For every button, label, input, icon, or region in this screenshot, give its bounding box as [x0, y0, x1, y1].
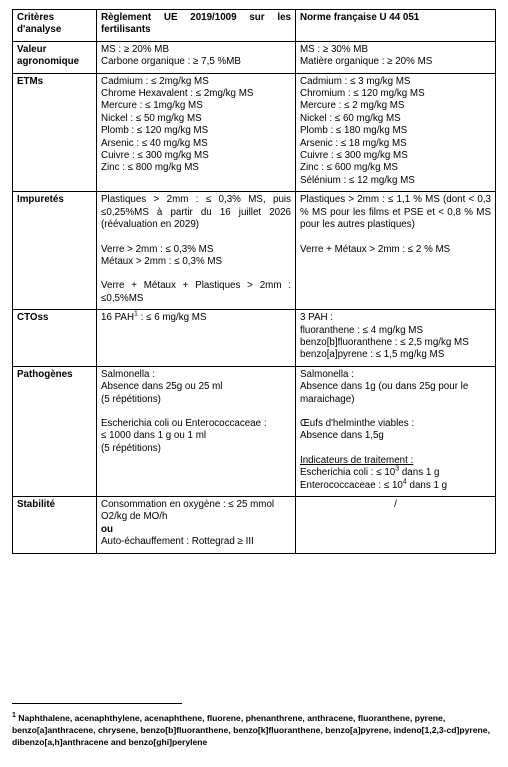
cell-line: Matière organique : ≥ 20% MS — [300, 56, 433, 68]
cell-line: Cuivre : ≤ 300 mg/kg MS — [101, 150, 209, 162]
cell-line: benzo[a]pyrene : ≤ 1,5 mg/kg MS — [300, 349, 445, 361]
cell-block — [101, 76, 291, 175]
indicators-title: Indicateurs de traitement : — [300, 454, 414, 466]
fr-cell — [296, 73, 496, 192]
treatment-indicators — [300, 455, 491, 492]
cell-block — [300, 369, 491, 406]
cell-block — [101, 280, 291, 305]
footnote-marker: 1 — [12, 712, 16, 720]
footnote — [12, 712, 495, 749]
cell-line: Zinc : ≤ 800 mg/kg MS — [101, 162, 199, 174]
cell-line: Chrome Hexavalent : ≤ 2mg/kg MS — [101, 88, 254, 100]
cell-line: Zinc : ≤ 600 mg/kg MS — [300, 162, 398, 174]
header-french-standard: Norme française U 44 051 — [296, 10, 496, 42]
eu-cell — [97, 192, 296, 310]
table-row — [13, 310, 496, 367]
cell-block — [300, 312, 491, 362]
fr-pathogen-blocks — [300, 369, 491, 443]
self-heating: Auto-échauffement : Rottegrad ≥ III — [101, 536, 254, 548]
eu-cell — [97, 73, 296, 192]
criterion-cell: Pathogènes — [13, 366, 97, 496]
cell-line: Mercure : ≤ 1mg/kg MS — [101, 100, 203, 112]
cell-line: Nickel : ≤ 50 mg/kg MS — [101, 112, 202, 124]
cell-block — [101, 44, 291, 69]
cell-block — [300, 44, 491, 69]
or-label: ou — [101, 523, 113, 535]
table-row — [13, 192, 496, 310]
cell-line: Mercure : ≤ 2 mg/kg MS — [300, 100, 405, 112]
cell-line: Escherichia coli ou Enterococcaceae : — [101, 417, 267, 429]
cell-line: Plomb : ≤ 120 mg/kg MS — [101, 125, 209, 137]
cell-line: 3 PAH : — [300, 312, 334, 324]
cell-block — [300, 244, 491, 256]
cell-line: Arsenic : ≤ 18 mg/kg MS — [300, 137, 407, 149]
pah-limit: : ≤ 6 mg/kg MS — [137, 312, 207, 324]
footnote-ref: 1 — [134, 310, 138, 318]
cell-line: Absence dans 1,5g — [300, 430, 384, 442]
pah-count: 16 PAH — [101, 312, 135, 324]
cell-block — [101, 369, 291, 406]
cell-line: Plomb : ≤ 180 mg/kg MS — [300, 125, 408, 137]
cell-line: MS : ≥ 20% MB — [101, 43, 169, 55]
cell-block — [101, 244, 291, 269]
cell-block — [101, 194, 291, 231]
table-row — [13, 41, 496, 73]
cell-line: MS : ≥ 30% MB — [300, 43, 368, 55]
cell-line: Verre + Métaux > 2mm : ≤ 2 % MS — [300, 243, 451, 255]
footnote-text: Naphthalene, acenaphthylene, acenaphthene, fluorene, phenanthrene, anthracene, fluoranthene, pyrene, benzo[a]anthracene, chrysene, benzo[b]fluoranthene, benzo[k]fluoranthene, benzo[a]pyrene, indeno[1,2,3-cd]pyrene, dibenzo[a,h]anthracene and benzo[ghi]perylene — [12, 713, 490, 748]
fr-cell — [296, 192, 496, 310]
oxygen-consumption: Consommation en oxygène : ≤ 25 mmol O2/kg de MO/h — [101, 499, 275, 523]
table-row — [13, 73, 496, 192]
cell-block — [101, 418, 291, 455]
cell-line: Absence dans 1g (ou dans 25g pour le maraichage) — [300, 381, 469, 405]
criterion-cell: Valeur agronomique — [13, 41, 97, 73]
table-header-row — [13, 10, 496, 42]
eu-cell — [97, 41, 296, 73]
cell-line: Arsenic : ≤ 40 mg/kg MS — [101, 137, 208, 149]
eu-cell — [97, 366, 296, 496]
cell-block — [300, 418, 491, 443]
eu-cell — [97, 310, 296, 367]
table-row — [13, 497, 496, 554]
header-eu-regulation: Règlement UE 2019/1009 sur les fertilisants — [97, 10, 296, 42]
cell-line: Plastiques > 2mm : ≤ 1,1 % MS (dont < 0,3 % MS pour les films et PSE et < 0,8 % MS pour les autres plastiques) — [300, 194, 491, 231]
cell-line: Verre + Métaux + Plastiques > 2mm : ≤0,5%MS — [101, 280, 291, 304]
fr-cell — [296, 366, 496, 496]
cell-line: Plastiques > 2mm : ≤ 0,3% MS, puis ≤0,25%MS à partir du 16 juillet 2026 (réévaluation en 2029) — [101, 194, 291, 231]
eu-cell — [97, 497, 296, 554]
regulation-comparison-table — [12, 9, 496, 554]
criterion-cell: CTOss — [13, 310, 97, 367]
fr-cell — [296, 41, 496, 73]
cell-line: fluoranthene : ≤ 4 mg/kg MS — [300, 324, 424, 336]
cell-line: (5 répétitions) — [101, 393, 161, 405]
fr-cell-empty: / — [296, 497, 496, 554]
ecoli-limit: Escherichia coli : ≤ $10^3$ dans 1 g — [300, 465, 440, 479]
enterococcaceae-limit: Enterococcaceae : ≤ $10^4$ dans 1 g — [300, 478, 448, 491]
criterion-cell: ETMs — [13, 73, 97, 192]
cell-line: (5 répétitions) — [101, 442, 161, 454]
header-criteria: Critères d'analyse — [13, 10, 97, 42]
cell-line: Métaux > 2mm : ≤ 0,3% MS — [101, 255, 223, 267]
cell-line: Verre > 2mm : ≤ 0,3% MS — [101, 243, 214, 255]
cell-line: Œufs d'helminthe viables : — [300, 417, 415, 429]
cell-line: Sélénium : ≤ 12 mg/kg MS — [300, 174, 415, 186]
cell-block — [300, 76, 491, 188]
cell-line: Nickel : ≤ 60 mg/kg MS — [300, 112, 401, 124]
cell-line: Cadmium : ≤ 3 mg/kg MS — [300, 75, 411, 87]
footnote-separator — [12, 703, 182, 704]
cell-line: Cuivre : ≤ 300 mg/kg MS — [300, 150, 408, 162]
table-row — [13, 366, 496, 496]
cell-line: Chromium : ≤ 120 mg/kg MS — [300, 88, 425, 100]
cell-line: Salmonella : — [300, 368, 354, 380]
fr-cell — [296, 310, 496, 367]
cell-block — [300, 194, 491, 231]
cell-line: Carbone organique : ≥ 7,5 %MB — [101, 56, 241, 68]
criterion-cell: Stabilité — [13, 497, 97, 554]
cell-line: Salmonella : — [101, 368, 155, 380]
cell-line: Absence dans 25g ou 25 ml — [101, 381, 223, 393]
criterion-cell: Impuretés — [13, 192, 97, 310]
cell-line: ≤ 1000 dans 1 g ou 1 ml — [101, 430, 207, 442]
cell-line: benzo[b]fluoranthene : ≤ 2,5 mg/kg MS — [300, 336, 469, 348]
cell-line: Cadmium : ≤ 2mg/kg MS — [101, 75, 209, 87]
